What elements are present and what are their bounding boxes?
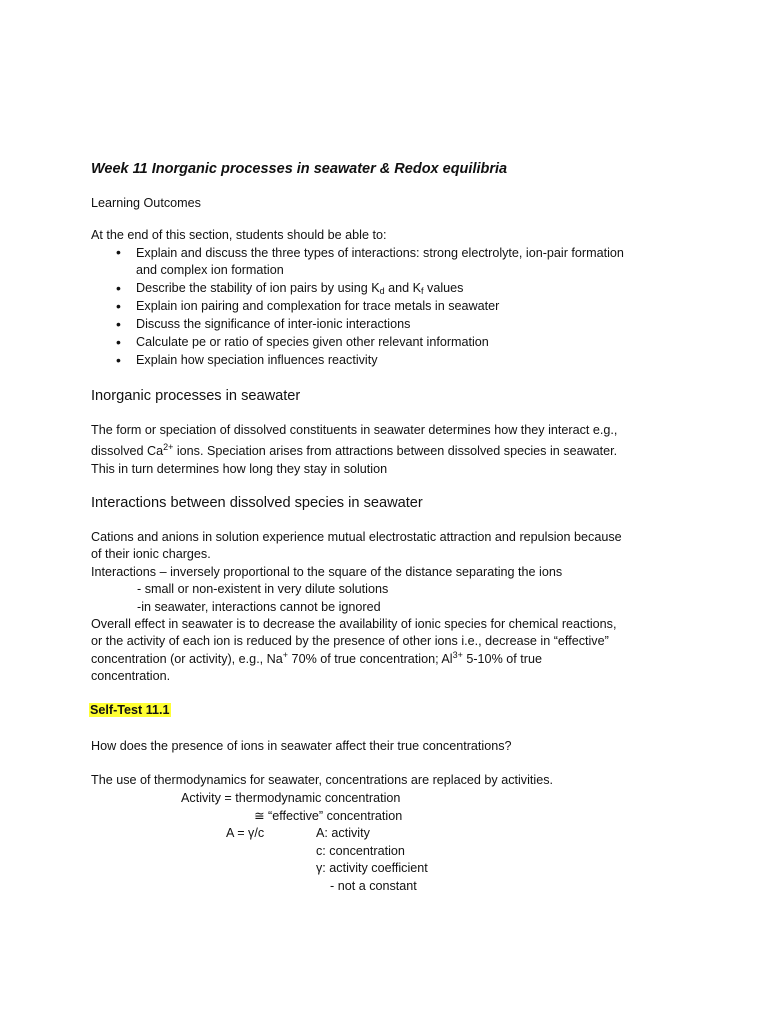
bullet-item-1-line-1: Explain and discuss the three types of interactions: strong electrolyte, ion-pair formation [136,246,624,260]
bullet-item-3: Explain ion pairing and complexation for trace metals in seawater [136,299,500,313]
section2-p2-line-2: - small or non-existent in very dilute solutions [137,582,389,596]
section2-p3-line-3 [91,650,542,668]
section2-p3-line-3-text: concentration (or activity), e.g., Na [91,652,283,666]
bullet-marker: • [116,352,121,368]
bullet-item-5: Calculate pe or ratio of species given other relevant information [136,335,489,349]
self-test-label [89,701,171,719]
activity-equation: A = γ/c [226,826,265,840]
section2-p1-line-1: Cations and anions in solution experience mutual electrostatic attraction and repulsion because [91,530,622,544]
learning-outcomes-label: Learning Outcomes [91,196,201,210]
section2-p1-line-2: of their ionic charges. [91,547,211,561]
na-charge-superscript: + [282,650,289,660]
section1-line-1: The form or speciation of dissolved constituents in seawater determines how they interact e.g., [91,423,618,437]
section-heading-interactions: Interactions between dissolved species in seawater [91,495,423,511]
definition-not-constant: - not a constant [330,879,417,893]
section2-p2-line-3: -in seawater, interactions cannot be ignored [137,600,381,614]
bullet-marker: • [116,298,121,314]
ca-charge-superscript: 2+ [163,442,174,452]
kd-subscript: d [379,286,385,296]
intro-text: At the end of this section, students should be able to: [91,228,387,242]
section2-p3-line-3-text-end: 5-10% of true [462,652,542,666]
bullet-item-2-text: Describe the stability of ion pairs by using K [136,281,380,295]
definition-activity: A: activity [316,826,370,840]
section1-line-3: This in turn determines how long they stay in solution [91,462,388,476]
bullet-marker: • [116,334,121,350]
section-heading-inorganic: Inorganic processes in seawater [91,388,301,404]
bullet-marker: • [116,280,121,296]
section2-p3-line-3-text-mid: 70% of true concentration; Al [288,652,453,666]
bullet-item-2-text-end: values [423,281,464,295]
definition-activity-coefficient: γ: activity coefficient [316,861,428,875]
bullet-item-2 [136,279,463,297]
self-test-highlight: Self-Test 11.1 [90,703,170,717]
bullet-item-6: Explain how speciation influences reactivity [136,353,378,367]
section2-p2-line-1: Interactions – inversely proportional to the square of the distance separating the ions [91,565,563,579]
section1-line-2 [91,442,617,460]
bullet-item-4: Discuss the significance of inter-ionic interactions [136,317,411,331]
page-title: Week 11 Inorganic processes in seawater & Redox equilibria [91,161,508,177]
bullet-marker: • [116,244,121,260]
bullet-item-1-line-2: and complex ion formation [136,263,284,277]
al-charge-superscript: 3+ [452,650,463,660]
section1-line-2-text-end: ions. Speciation arises from attractions between dissolved species in seawater. [173,444,618,458]
thermo-activity-definition: Activity = thermodynamic concentration [181,791,401,805]
definition-concentration: c: concentration [316,844,405,858]
thermo-line-1: The use of thermodynamics for seawater, concentrations are replaced by activities. [91,773,553,787]
bullet-item-2-text-mid: and K [384,281,422,295]
self-test-question: How does the presence of ions in seawater affect their true concentrations? [91,739,512,753]
section2-p3-line-4: concentration. [91,669,171,683]
kf-subscript: f [421,286,424,296]
thermo-effective-concentration: ≅ “effective” concentration [254,809,403,823]
section1-line-2-text: dissolved Ca [91,444,164,458]
section2-p3-line-1: Overall effect in seawater is to decrease the availability of ionic species for chemical reactions, [91,617,617,631]
section2-p3-line-2: or the activity of each ion is reduced by the presence of other ions i.e., decrease in “effective” [91,634,609,648]
bullet-marker: • [116,316,121,332]
